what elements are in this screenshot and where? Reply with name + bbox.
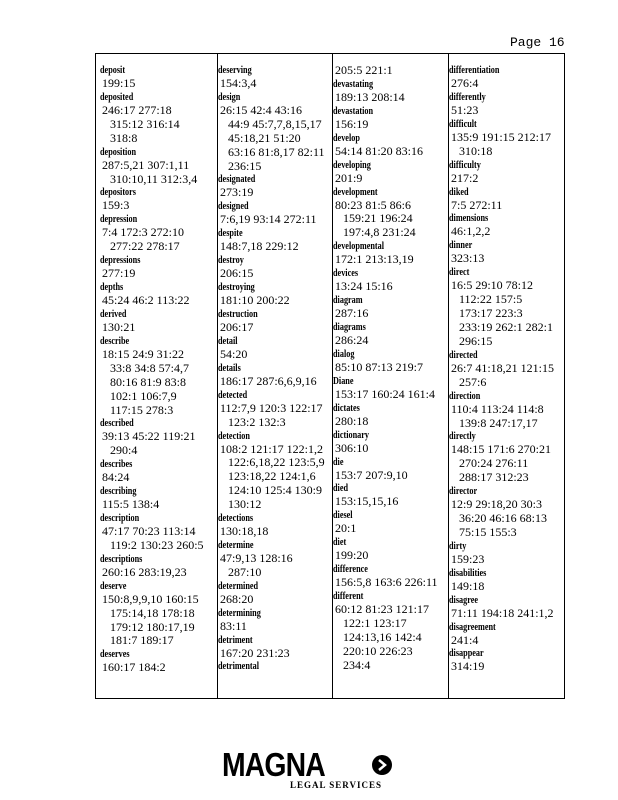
- index-entry: [100, 64, 212, 91]
- index-entry: [218, 634, 329, 661]
- index-entry: [100, 648, 212, 675]
- page-line-reference: 84:24: [102, 470, 130, 485]
- index-term: deposited: [100, 91, 134, 103]
- page-line-reference: 154:3,4: [220, 76, 257, 90]
- page-line-reference: 288:17 312:23: [459, 470, 529, 485]
- index-term: dictionary: [333, 429, 369, 441]
- index-entry: [449, 390, 562, 431]
- page-line-reference: 149:18: [451, 578, 485, 593]
- index-term: describes: [100, 459, 133, 471]
- index-entry: [449, 159, 562, 186]
- page-line-reference: 18:15 24:9 31:22: [102, 346, 185, 361]
- index-term: devastation: [333, 105, 374, 117]
- index-term: derived: [100, 308, 127, 320]
- index-entry: [100, 417, 212, 458]
- index-term: died: [333, 483, 349, 495]
- index-entry: [218, 660, 329, 673]
- page-line-reference: 75:15 155:3: [459, 524, 517, 539]
- index-entry: [333, 105, 445, 132]
- index-term: developing: [333, 159, 371, 171]
- page-line-reference: 26:7 41:18,21 121:15: [451, 360, 555, 375]
- index-term: diagram: [333, 295, 363, 307]
- index-term: directed: [449, 349, 478, 361]
- page-line-reference: 287:5,21 307:1,11: [102, 157, 190, 172]
- index-term: directly: [449, 431, 476, 443]
- page-line-reference: 54:14 81:20 83:16: [335, 143, 424, 158]
- page-line-reference: 47:17 70:23 113:14: [102, 524, 196, 539]
- page-line-reference: 290:4: [110, 443, 138, 458]
- page-line-reference: 7:5 272:11: [451, 197, 503, 212]
- index-entry: [100, 186, 212, 213]
- page-line-reference: 257:6: [459, 374, 487, 389]
- page-line-reference: 246:17 277:18: [102, 102, 172, 117]
- index-term: depression: [100, 214, 138, 226]
- page-line-reference: 110:4 113:24 114:8: [451, 401, 544, 416]
- page-line-reference: 199:20: [335, 548, 369, 563]
- index-entry: [218, 512, 329, 539]
- index-entry: [218, 254, 329, 281]
- index-term: director: [449, 486, 478, 498]
- index-entry: [100, 281, 212, 308]
- page-line-reference: 276:4: [451, 76, 479, 90]
- page-line-reference: 186:17 287:6,6,9,16: [220, 373, 317, 388]
- page-line-reference: 26:15 42:4 43:16: [220, 102, 303, 117]
- page-line-reference: 123:2 132:3: [228, 414, 286, 429]
- index-term: depressions: [100, 255, 141, 267]
- index-term: die: [333, 456, 344, 468]
- index-term: descriptions: [100, 553, 143, 565]
- page-line-reference: 189:13 208:14: [335, 89, 405, 104]
- page-line-reference: 54:20: [220, 346, 248, 361]
- index-entry: [333, 348, 445, 375]
- page-line-reference: 318:8: [110, 130, 138, 145]
- index-entry: [449, 349, 562, 390]
- index-entry: [333, 132, 445, 159]
- page-line-reference: 33:8 34:8 57:4,7: [110, 360, 190, 375]
- index-term: dictates: [333, 402, 360, 414]
- page-line-reference: 206:17: [220, 319, 254, 334]
- page-line-reference: 287:16: [335, 306, 369, 321]
- index-term: despite: [218, 228, 243, 240]
- index-term: deposition: [100, 146, 137, 158]
- page-line-reference: 286:24: [335, 332, 369, 347]
- page-line-reference: 122:6,18,22 123:5,9: [228, 455, 325, 470]
- index-term: dirty: [449, 540, 467, 552]
- page-line-reference: 135:9 191:15 212:17: [451, 129, 552, 144]
- page-line-reference: 156:19: [335, 116, 369, 131]
- index-entry: [218, 607, 329, 634]
- page-line-reference: 124:13,16 142:4: [343, 629, 422, 644]
- page-line-reference: 13:24 15:16: [335, 279, 393, 294]
- page-line-reference: 153:17 160:24 161:4: [335, 386, 436, 401]
- page-line-reference: 270:24 276:11: [459, 456, 529, 471]
- index-term: difficulty: [449, 159, 481, 171]
- index-term: detrimental: [218, 661, 259, 673]
- page-line-reference: 217:2: [451, 170, 479, 185]
- index-entry: [449, 239, 562, 266]
- page-line-reference: 159:23: [451, 551, 485, 566]
- index-entry: [449, 186, 562, 213]
- index-column-4: [448, 54, 562, 698]
- index-entry: [333, 321, 445, 348]
- index-entry: [333, 456, 445, 483]
- index-term: detection: [218, 430, 250, 442]
- index-entry: [218, 281, 329, 308]
- index-term: diagrams: [333, 321, 366, 333]
- index-term: describe: [100, 335, 130, 347]
- index-term: description: [100, 513, 140, 525]
- page-line-reference: 181:7 189:17: [110, 633, 174, 648]
- page-line-reference: 122:1 123:17: [343, 615, 407, 630]
- index-term: destroy: [218, 255, 244, 267]
- index-term: deserving: [218, 65, 252, 76]
- index-term: difficult: [449, 118, 477, 130]
- page-line-reference: 233:19 262:1 282:1: [459, 319, 554, 334]
- page-line-reference: 175:14,18 178:18: [110, 605, 195, 620]
- index-entry: [100, 485, 212, 512]
- page-line-reference: 7:6,19 93:14 272:11: [220, 212, 317, 227]
- page-line-reference: 153:7 207:9,10: [335, 467, 408, 482]
- index-term: detections: [218, 513, 254, 525]
- index-term: Diane: [333, 375, 354, 387]
- page-line-reference: 197:4,8 231:24: [343, 225, 416, 240]
- magna-logo: [222, 747, 398, 793]
- index-entry: [449, 430, 562, 485]
- index-term: disagreement: [449, 621, 496, 633]
- page-number: Page 16: [510, 35, 565, 50]
- index-term: disabilities: [449, 567, 487, 579]
- page-line-reference: 124:10 125:4 130:9: [228, 483, 323, 498]
- index-term: depths: [100, 282, 124, 294]
- page-line-reference: 7:4 172:3 272:10: [102, 225, 185, 240]
- index-entry: [218, 580, 329, 607]
- index-term: describing: [100, 486, 137, 498]
- index-column-2: [217, 54, 329, 698]
- index-entry: [100, 553, 212, 580]
- page-line-reference: 80:16 81:9 83:8: [110, 374, 187, 389]
- page-line-reference: 159:21 196:24: [343, 211, 413, 226]
- page-line-reference: 277:19: [102, 266, 136, 281]
- index-term: dinner: [449, 240, 473, 252]
- index-entry: [100, 580, 212, 649]
- index-entry: [333, 64, 445, 78]
- index-entry: [449, 212, 562, 239]
- index-entry: [218, 91, 329, 174]
- index-entry: [333, 590, 445, 673]
- page-line-reference: 12:9 29:18,20 30:3: [451, 497, 543, 512]
- index-term: designed: [218, 201, 249, 213]
- index-column-1: [100, 64, 212, 694]
- index-term: different: [333, 591, 364, 603]
- page-line-reference: 156:5,8 163:6 226:11: [335, 575, 438, 590]
- index-term: determine: [218, 539, 254, 551]
- index-entry: [100, 512, 212, 553]
- index-term: disappear: [449, 648, 484, 660]
- page-line-reference: 130:12: [228, 497, 262, 512]
- page-line-reference: 117:15 278:3: [110, 402, 174, 417]
- index-entry: [218, 335, 329, 362]
- page-line-reference: 160:17 184:2: [102, 660, 166, 675]
- index-entry: [218, 308, 329, 335]
- index-term: difference: [333, 564, 368, 576]
- index-entry: [449, 567, 562, 594]
- index-term: direction: [449, 390, 481, 402]
- page-line-reference: 260:16 283:19,23: [102, 564, 187, 579]
- page-line-reference: 159:3: [102, 198, 130, 213]
- index-term: depositors: [100, 187, 137, 199]
- page-line-reference: 273:19: [220, 185, 254, 200]
- page-line-reference: 71:11 194:18 241:1,2: [451, 605, 554, 620]
- page-line-reference: 172:1 213:13,19: [335, 252, 414, 267]
- page-line-reference: 277:22 278:17: [110, 239, 180, 254]
- page-line-reference: 306:10: [335, 440, 369, 455]
- index-entry: [449, 594, 562, 621]
- index-entry: [333, 267, 445, 294]
- index-entry: [449, 540, 562, 567]
- index-term: design: [218, 91, 241, 103]
- index-entry: [100, 213, 212, 254]
- page-line-reference: 150:8,9,9,10 160:15: [102, 591, 199, 606]
- index-term: devices: [333, 268, 359, 280]
- index-entry: [100, 335, 212, 418]
- index-term: devastating: [333, 78, 374, 90]
- index-entry: [333, 159, 445, 186]
- index-entry: [333, 536, 445, 563]
- index-entry: [333, 429, 445, 456]
- page-line-reference: 323:13: [451, 251, 485, 266]
- logo-wordmark: MAGNA: [222, 746, 325, 783]
- index-frame: [95, 53, 565, 699]
- page-line-reference: 83:11: [220, 618, 247, 633]
- index-entry: [218, 64, 329, 91]
- index-entry: [449, 91, 562, 118]
- index-entry: [449, 647, 562, 674]
- page-line-reference: 280:18: [335, 413, 369, 428]
- index-entry: [333, 482, 445, 509]
- index-entry: [449, 64, 562, 91]
- page-line-reference: 130:21: [102, 319, 136, 334]
- page-line-reference: 102:1 106:7,9: [110, 388, 177, 403]
- page-line-reference: 153:15,15,16: [335, 494, 399, 509]
- index-term: diked: [449, 186, 469, 198]
- page-line-reference: 36:20 46:16 68:13: [459, 511, 548, 526]
- page-line-reference: 112:22 157:5: [459, 292, 523, 307]
- index-entry: [449, 266, 562, 349]
- page-line-reference: 314:19: [451, 659, 485, 674]
- page-line-reference: 206:15: [220, 266, 254, 281]
- index-entry: [333, 294, 445, 321]
- page-line-reference: 201:9: [335, 170, 363, 185]
- page-line-reference: 236:15: [228, 158, 262, 173]
- index-term: deserves: [100, 649, 130, 661]
- page-line-reference: 173:17 223:3: [459, 306, 523, 321]
- index-term: direct: [449, 267, 470, 279]
- page-line-reference: 234:4: [343, 657, 371, 672]
- page-line-reference: 310:10,11 312:3,4: [110, 171, 198, 186]
- index-term: developmental: [333, 241, 385, 253]
- index-term: deserve: [100, 580, 127, 592]
- index-entry: [333, 402, 445, 429]
- page-line-reference: 45:24 46:2 113:22: [102, 293, 190, 308]
- page-line-reference: 139:8 247:17,17: [459, 415, 538, 430]
- index-entry: [333, 509, 445, 536]
- index-entry: [100, 146, 212, 187]
- page-line-reference: 51:23: [451, 102, 479, 117]
- page-line-reference: 268:20: [220, 591, 254, 606]
- page-line-reference: 205:5 221:1: [335, 63, 393, 77]
- index-term: differentiation: [449, 65, 500, 76]
- page-line-reference: 112:7,9 120:3 122:17: [220, 400, 323, 415]
- page-line-reference: 108:2 121:17 122:1,2: [220, 441, 324, 456]
- index-term: designated: [218, 174, 256, 186]
- page-line-reference: 115:5 138:4: [102, 497, 160, 512]
- page-line-reference: 45:18,21 51:20: [228, 130, 301, 145]
- index-entry: [100, 458, 212, 485]
- index-term: develop: [333, 132, 360, 144]
- page-line-reference: 63:16 81:8,17 82:11: [228, 144, 325, 159]
- index-term: development: [333, 186, 378, 198]
- page-line-reference: 39:13 45:22 119:21: [102, 429, 196, 444]
- index-entry: [449, 118, 562, 159]
- index-entry: [218, 227, 329, 254]
- page-line-reference: 315:12 316:14: [110, 116, 180, 131]
- index-term: dimensions: [449, 213, 489, 225]
- index-entry: [100, 91, 212, 146]
- page-line-reference: 20:1: [335, 521, 357, 536]
- index-entry: [100, 308, 212, 335]
- index-entry: [218, 389, 329, 430]
- index-entry: [333, 78, 445, 105]
- index-entry: [333, 563, 445, 590]
- page-line-reference: 148:7,18 229:12: [220, 239, 299, 254]
- page-line-reference: 80:23 81:5 86:6: [335, 197, 412, 212]
- index-entry: [333, 186, 445, 241]
- index-entry: [333, 240, 445, 267]
- index-entry: [100, 254, 212, 281]
- index-term: determining: [218, 607, 261, 619]
- right-arrow-circle-icon: [371, 754, 393, 776]
- index-entry: [218, 200, 329, 227]
- index-term: detail: [218, 335, 238, 347]
- page-line-reference: 16:5 29:10 78:12: [451, 278, 534, 293]
- page-line-reference: 310:18: [459, 143, 493, 158]
- index-entry: [333, 375, 445, 402]
- page-line-reference: 44:9 45:7,7,8,15,17: [228, 116, 322, 131]
- index-entry: [218, 539, 329, 580]
- index-term: destroying: [218, 282, 255, 294]
- page-line-reference: 181:10 200:22: [220, 293, 290, 308]
- index-entry: [449, 621, 562, 648]
- index-term: disagree: [449, 594, 479, 606]
- index-term: diet: [333, 537, 347, 549]
- index-term: dialog: [333, 348, 355, 360]
- page-line-reference: 60:12 81:23 121:17: [335, 602, 430, 617]
- page-line-reference: 167:20 231:23: [220, 645, 290, 660]
- page-line-reference: 123:18,22 124:1,6: [228, 469, 316, 484]
- index-term: details: [218, 362, 241, 374]
- page-line-reference: 199:15: [102, 76, 136, 90]
- page-line-reference: 130:18,18: [220, 524, 269, 539]
- page-line-reference: 179:12 180:17,19: [110, 619, 195, 634]
- index-entry: [218, 362, 329, 389]
- page-line-reference: 47:9,13 128:16: [220, 550, 293, 565]
- index-term: deposit: [100, 65, 126, 76]
- page-line-reference: 296:15: [459, 333, 493, 348]
- logo-tagline: LEGAL SERVICES: [290, 780, 382, 790]
- page-line-reference: 220:10 226:23: [343, 643, 413, 658]
- index-term: diesel: [333, 510, 353, 522]
- index-term: detected: [218, 389, 248, 401]
- page-line-reference: 85:10 87:13 219:7: [335, 359, 424, 374]
- page-line-reference: 287:10: [228, 564, 262, 579]
- page-line-reference: 148:15 171:6 270:21: [451, 442, 552, 457]
- index-entry: [218, 173, 329, 200]
- page-line-reference: 241:4: [451, 632, 479, 647]
- index-term: differently: [449, 91, 486, 103]
- index-term: destruction: [218, 308, 258, 320]
- index-entry: [449, 485, 562, 540]
- index-term: described: [100, 418, 134, 430]
- index-entry: [218, 430, 329, 513]
- index-term: detriment: [218, 634, 253, 646]
- page-line-reference: 46:1,2,2: [451, 224, 491, 239]
- page-line-reference: 119:2 130:23 260:5: [110, 537, 204, 552]
- index-term: determined: [218, 580, 259, 592]
- index-column-3: [332, 54, 445, 698]
